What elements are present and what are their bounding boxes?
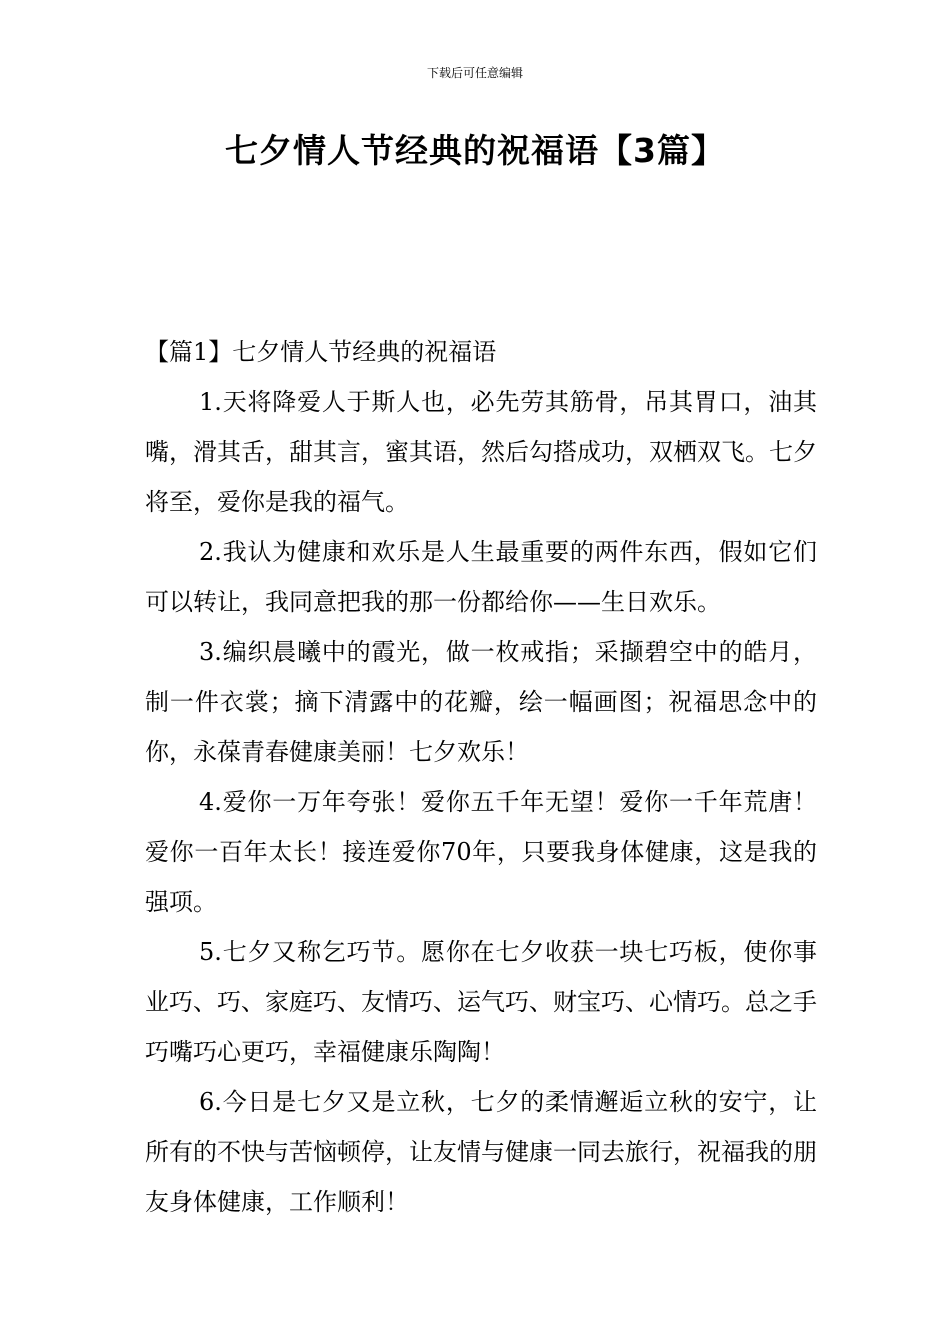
section-heading: 【篇1】七夕情人节经典的祝福语	[145, 338, 497, 366]
document-body	[145, 327, 817, 1227]
paragraph-2: 2.我认为健康和欢乐是人生最重要的两件东西，假如它们可以转让，我同意把我的那一份都给你——生日欢乐。	[145, 538, 817, 616]
paragraph-5: 5.七夕又称乞巧节。愿你在七夕收获一块七巧板，使你事业巧、巧、家庭巧、友情巧、运气巧、财宝巧、心情巧。总之手巧嘴巧心更巧，幸福健康乐陶陶！	[145, 938, 817, 1066]
paragraph-6: 6.今日是七夕又是立秋，七夕的柔情邂逅立秋的安宁，让所有的不快与苦恼顿停，让友情与健康一同去旅行，祝福我的朋友身体健康，工作顺利！	[145, 1088, 817, 1216]
header-note: 下载后可任意编辑	[426, 66, 523, 80]
paragraph-4: 4.爱你一万年夸张！爱你五千年无望！爱你一千年荒唐！爱你一百年太长！接连爱你70年，只要我身体健康，这是我的强项。	[145, 788, 817, 916]
paragraph-1: 1.天将降爱人于斯人也，必先劳其筋骨，吊其胃口，油其嘴，滑其舌，甜其言，蜜其语，然后勾搭成功，双栖双飞。七夕将至，爱你是我的福气。	[145, 388, 817, 516]
document-title: 七夕情人节经典的祝福语【3篇】	[225, 131, 725, 170]
paragraph-3: 3.编织晨曦中的霞光，做一枚戒指；采撷碧空中的皓月，制一件衣裳；摘下清露中的花瓣，绘一幅画图；祝福思念中的你，永葆青春健康美丽！七夕欢乐！	[145, 638, 817, 766]
